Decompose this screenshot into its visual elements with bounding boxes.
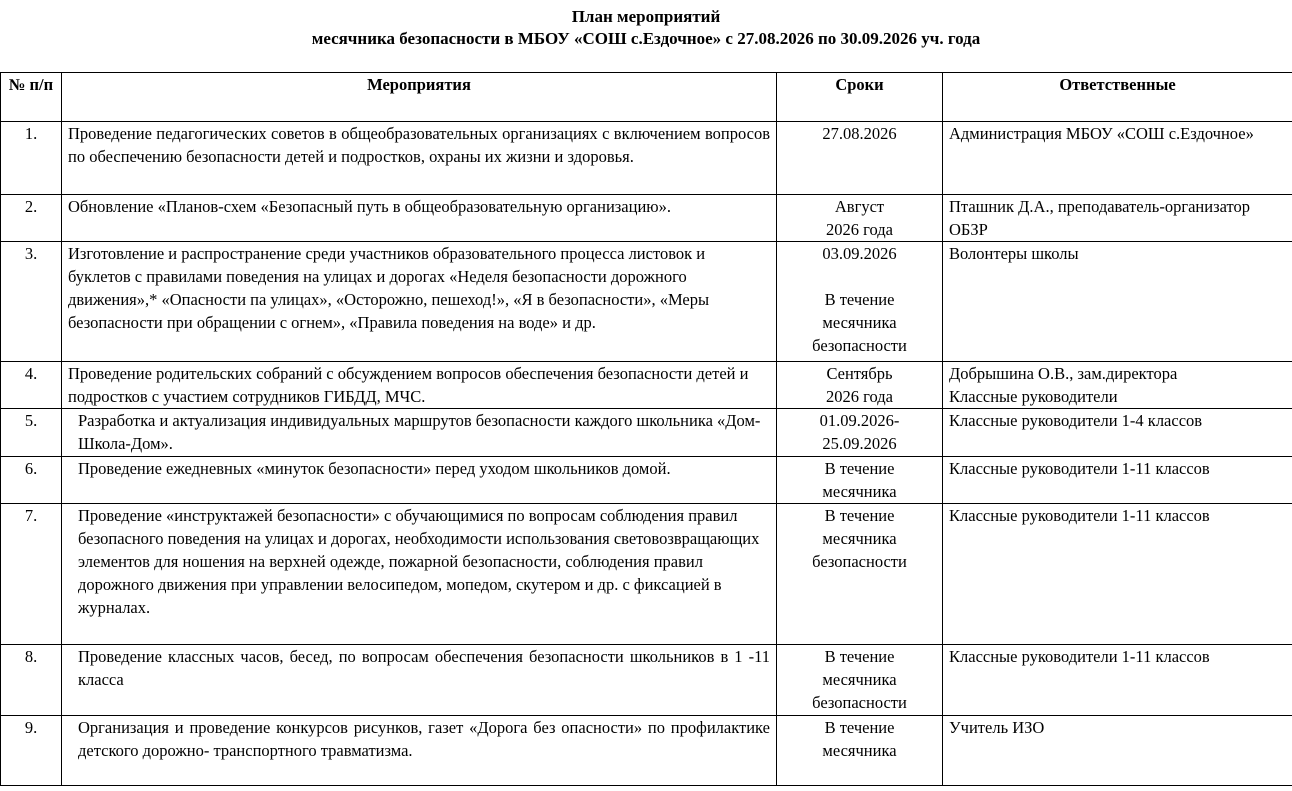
row-number: 2. <box>1 195 62 242</box>
row-event: Проведение классных часов, бесед, по вопросам обеспечения безопасности школьников в 1 -11 класса <box>62 645 777 716</box>
row-responsible: Классные руководители 1-11 классов <box>943 645 1292 716</box>
row-responsible: Учитель ИЗО <box>943 716 1292 786</box>
row-responsible: Добрышина О.В., зам.директора Классные руководители <box>943 362 1292 409</box>
table-row <box>1 409 1292 457</box>
row-dates: В течение месячника <box>777 716 943 786</box>
table-row <box>1 457 1292 504</box>
row-dates: В течение месячника безопасности <box>777 504 943 645</box>
row-dates: В течение месячника <box>777 457 943 504</box>
row-responsible: Классные руководители 1-11 классов <box>943 504 1292 645</box>
row-number: 9. <box>1 716 62 786</box>
row-event: Проведение родительских собраний с обсуждением вопросов обеспечения безопасности детей и подростков с участием сотрудников ГИБДД, МЧС. <box>62 362 777 409</box>
row-event: Проведение педагогических советов в общеобразовательных организациях с включением вопросов по обеспечению безопасности детей и подростков, охраны их жизни и здоровья. <box>62 122 777 195</box>
table-row <box>1 195 1292 242</box>
events-plan-table <box>0 72 1292 786</box>
row-dates: Август 2026 года <box>777 195 943 242</box>
table-row <box>1 122 1292 195</box>
row-dates: Сентябрь 2026 года <box>777 362 943 409</box>
table-row <box>1 242 1292 362</box>
table-header-row <box>1 73 1292 122</box>
header-event: Мероприятия <box>62 73 777 122</box>
document-title: План мероприятий <box>571 7 721 26</box>
row-number: 1. <box>1 122 62 195</box>
header-num: № п/п <box>1 73 62 122</box>
row-event: Изготовление и распространение среди участников образовательного процесса листовок и буклетов с правилами поведения на улицах и дорогах «Неделя безопасности дорожного движения»,* «Опасности па улицах», «Осторожно, пешеход!», «Я в безопасности», «Меры безопасности при обращении с огнем», «Правила поведения на воде» и др. <box>62 242 777 362</box>
row-responsible: Классные руководители 1-11 классов <box>943 457 1292 504</box>
row-number: 4. <box>1 362 62 409</box>
row-responsible: Классные руководители 1-4 классов <box>943 409 1292 457</box>
table-row <box>1 716 1292 786</box>
header-dates: Сроки <box>777 73 943 122</box>
row-event: Проведение ежедневных «минуток безопасности» перед уходом школьников домой. <box>62 457 777 504</box>
row-responsible: Администрация МБОУ «СОШ с.Ездочное» <box>943 122 1292 195</box>
row-event: Организация и проведение конкурсов рисунков, газет «Дорога без опасности» по профилактике детского дорожно- транспортного травматизма. <box>62 716 777 786</box>
row-event: Проведение «инструктажей безопасности» с обучающимися по вопросам соблюдения правил безопасного поведения на улицах и дорогах, необходимости использования световозвращающих элементов для ношения на верхней одежде, пожарной безопасности, соблюдения правил дорожного движения при управлении велосипедом, мопедом, скутером и др. с фиксацией в журналах. <box>62 504 777 645</box>
row-responsible: Пташник Д.А., преподаватель-организатор ОБЗР <box>943 195 1292 242</box>
row-number: 6. <box>1 457 62 504</box>
row-number: 5. <box>1 409 62 457</box>
row-dates: 03.09.2026 В течение месячника безопасности <box>777 242 943 362</box>
document-header <box>0 6 1292 50</box>
document-subtitle: месячника безопасности в МБОУ «СОШ с.Ездочное» с 27.08.2026 по 30.09.2026 уч. года <box>311 29 981 48</box>
row-number: 8. <box>1 645 62 716</box>
row-dates: В течение месячника безопасности <box>777 645 943 716</box>
row-number: 7. <box>1 504 62 645</box>
row-event: Разработка и актуализация индивидуальных маршрутов безопасности каждого школьника «Дом-Школа-Дом». <box>62 409 777 457</box>
header-responsible: Ответственные <box>943 73 1292 122</box>
row-dates: 01.09.2026- 25.09.2026 <box>777 409 943 457</box>
table-row <box>1 362 1292 409</box>
table-row <box>1 645 1292 716</box>
row-responsible: Волонтеры школы <box>943 242 1292 362</box>
row-number: 3. <box>1 242 62 362</box>
row-event: Обновление «Планов-схем «Безопасный путь в общеобразовательную организацию». <box>62 195 777 242</box>
row-dates: 27.08.2026 <box>777 122 943 195</box>
table-row <box>1 504 1292 645</box>
